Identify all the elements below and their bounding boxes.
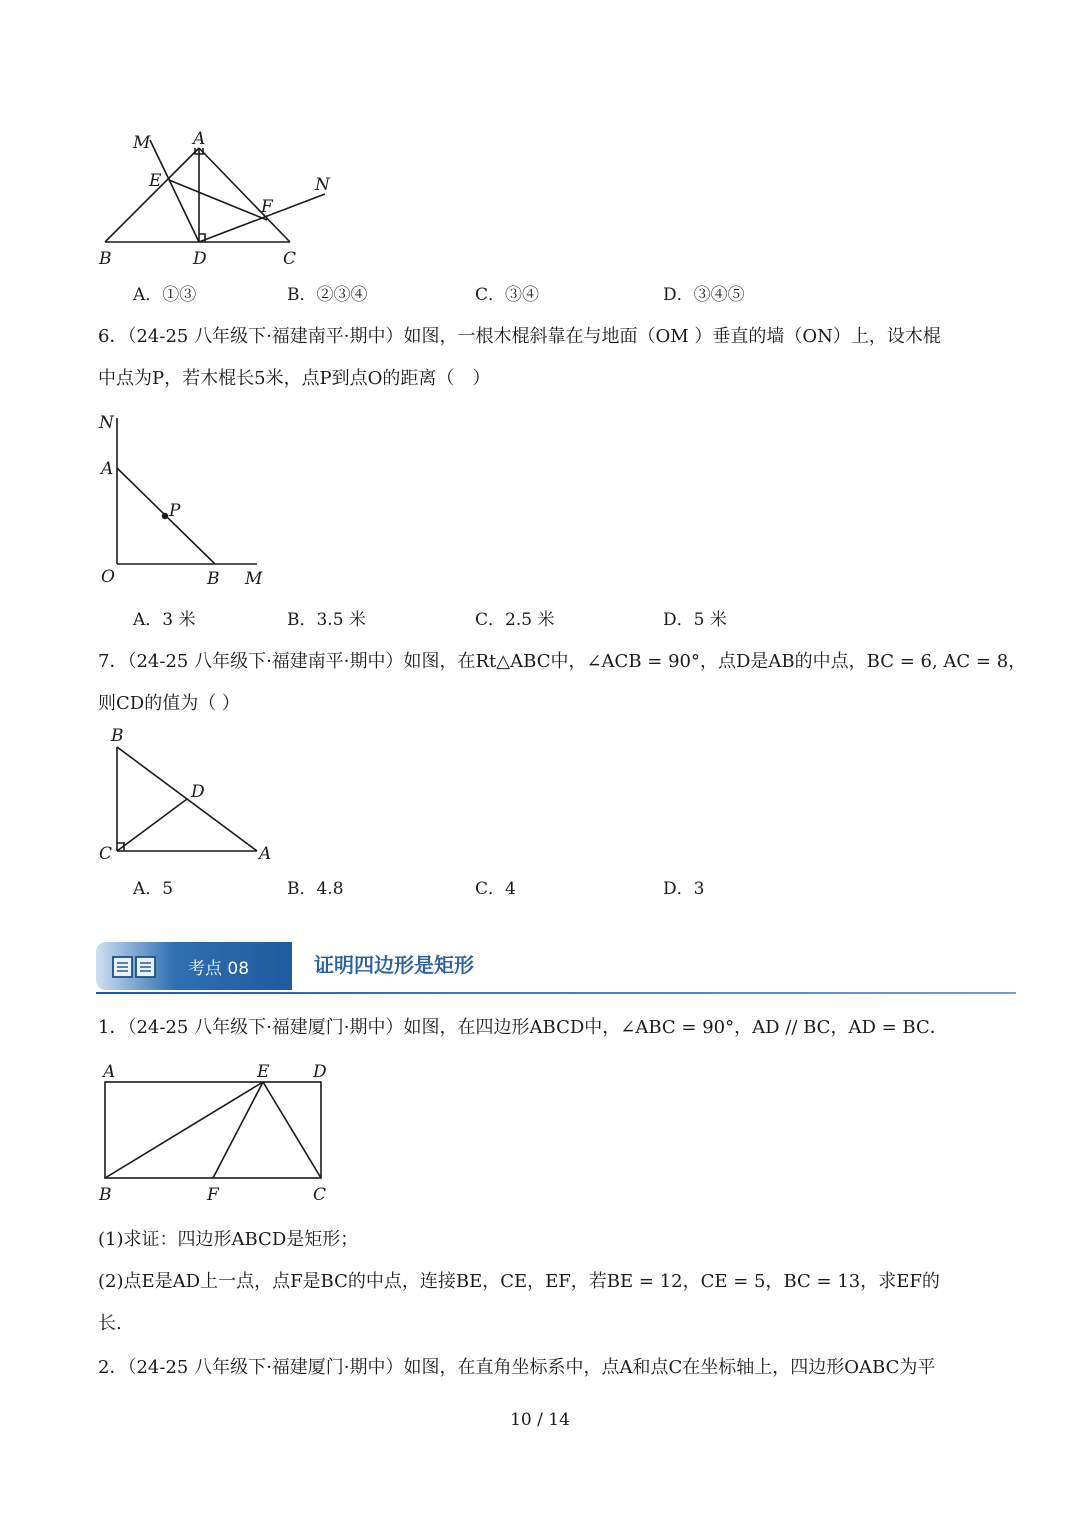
section-divider: [96, 992, 1016, 994]
q6-stem-line1: 6．（24-25 八年级下·福建南平·期中）如图，一根木棍斜靠在与地面（OM ）垂直的墙（ON）上，设木棍: [98, 326, 941, 347]
s1-label-e: E: [257, 1062, 270, 1082]
q6-label-p: P: [169, 501, 181, 521]
s1-stem-line1: 1．（24-25 八年级下·福建厦门·期中）如图，在四边形ABCD中，∠ABC = 90°，AD // BC，AD = BC．: [98, 1017, 948, 1038]
q7-stem-line2: 则CD的值为（ ）: [98, 693, 240, 714]
q5-label-n: N: [315, 175, 330, 195]
q7-stem-line1: 7．（24-25 八年级下·福建南平·期中）如图，在Rt△ABC中，∠ACB = 90°，点D是AB的中点，BC = 6, AC = 8，: [98, 651, 1027, 672]
q6-option-b[interactable]: B．3.5 米: [287, 610, 366, 630]
q6-label-m: M: [245, 569, 263, 589]
q7-label-b: B: [111, 726, 124, 746]
q6-label-a: A: [101, 459, 114, 479]
s1-part2-line1: (2)点E是AD上一点，点F是BC的中点，连接BE，CE，EF，若BE = 12，CE = 5，BC = 13，求EF的: [98, 1271, 940, 1292]
q5-label-f: F: [261, 197, 273, 217]
q6-label-o: O: [101, 567, 115, 587]
q7-option-a[interactable]: A．5: [133, 879, 174, 899]
q5-label-e: E: [149, 171, 162, 191]
q5-option-c[interactable]: C．③④: [475, 285, 540, 305]
s2-stem-line1: 2．（24-25 八年级下·福建厦门·期中）如图，在直角坐标系中，点A和点C在坐标轴上，四边形OABC为平: [98, 1357, 936, 1378]
section-tag: 考点 08: [188, 959, 250, 979]
q6-option-a[interactable]: A．3 米: [133, 610, 196, 630]
q5-option-b[interactable]: B．②③④: [287, 285, 368, 305]
q7-figure: [95, 725, 285, 870]
q6-stem-line2: 中点为P，若木棍长5米，点P到点O的距离（ ）: [98, 368, 491, 389]
s1-label-d: D: [313, 1062, 327, 1082]
page-number: 10 / 14: [510, 1410, 570, 1430]
q5-label-b: B: [99, 249, 112, 269]
q6-figure: [95, 410, 275, 590]
q6-label-b: B: [207, 569, 220, 589]
q6-label-n: N: [99, 413, 114, 433]
q5-option-a[interactable]: A．①③: [133, 285, 197, 305]
q5-option-d[interactable]: D．③④⑤: [663, 285, 745, 305]
q5-label-a: A: [193, 129, 206, 149]
q5-label-c: C: [283, 249, 297, 269]
q7-label-c: C: [99, 844, 113, 864]
q6-option-d[interactable]: D．5 米: [663, 610, 727, 630]
s1-part1: (1)求证：四边形ABCD是矩形；: [98, 1229, 359, 1250]
q7-option-d[interactable]: D．3: [663, 879, 705, 899]
book-icon: [112, 956, 156, 978]
section-title: 证明四边形是矩形: [314, 953, 474, 977]
s1-label-a: A: [103, 1062, 116, 1082]
s1-label-b: B: [99, 1185, 112, 1205]
s1-label-c: C: [313, 1185, 327, 1205]
q5-label-d: D: [193, 249, 207, 269]
q7-label-d: D: [191, 782, 205, 802]
q6-option-c[interactable]: C．2.5 米: [475, 610, 555, 630]
s1-label-f: F: [207, 1185, 219, 1205]
q7-option-b[interactable]: B．4.8: [287, 879, 344, 899]
s1-figure: [95, 1058, 345, 1208]
q7-label-a: A: [259, 844, 272, 864]
q7-option-c[interactable]: C．4: [475, 879, 516, 899]
s1-part2-line2: 长.: [98, 1313, 122, 1334]
q5-label-m: M: [133, 133, 151, 153]
section-banner: [96, 942, 296, 990]
q5-figure: [95, 130, 355, 275]
